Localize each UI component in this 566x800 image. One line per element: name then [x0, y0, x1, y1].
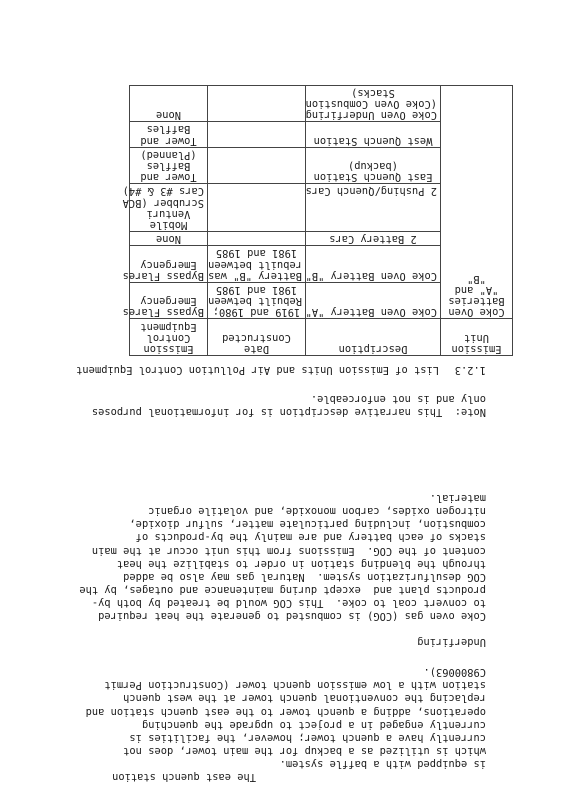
date-cell: 1919 and 1980; Rebuilt between 1981 and 1985 — [208, 282, 306, 319]
description-cell: 2 Battery Cars — [306, 231, 441, 245]
text-line: COG desulfurization system. Natural gas may also be added — [123, 570, 486, 583]
text-line: Note: This narrative description is for informational purposes — [91, 406, 486, 418]
narrative-quench-paragraph — [85, 665, 486, 783]
text-line: which is utilized as a backup for the main tower, does not — [123, 744, 486, 757]
text-line: material. — [429, 492, 486, 505]
description-cell: Coke Oven Underfiring (Coke Oven Combustion Stacks) — [306, 85, 441, 122]
description-cell: Coke Oven Battery "B" — [306, 246, 441, 283]
header-date-constructed: Date Constructed — [208, 319, 306, 356]
control-cell: None — [130, 231, 208, 245]
text-line: currently have a quench tower; however, the facilities is — [129, 731, 486, 744]
text-line: stacks of each battery and are mainly the by-products of — [135, 531, 486, 544]
control-cell: Bypass Flares Emergency — [130, 282, 208, 319]
section-title: List of Emission Units and Air Pollution Control Equipment — [76, 364, 439, 376]
date-cell — [208, 147, 306, 184]
text-line: only and is not enforceable. — [310, 392, 486, 405]
header-control-equipment: Emission Control Equipment — [130, 319, 208, 356]
description-cell: West Quench Station — [306, 122, 441, 147]
text-line: through the blending station in order to stabilize the heat — [116, 557, 486, 570]
control-cell: Tower and Baffles — [130, 122, 208, 147]
section-heading — [76, 363, 486, 376]
text-line: to convert coal to coke. This COG would be treated by both by- — [91, 596, 486, 609]
text-line: content of the COG. Emissions from this unit occur at the main — [91, 544, 486, 557]
text-line: combustion, including particulate matter, sulfur dioxide, — [129, 518, 486, 531]
text-line: The east quench station — [112, 771, 256, 783]
text-line: products plant and except during maintenance and outages, by the — [79, 583, 486, 596]
control-cell: Mobile Venturi Scrubber (BCA Cars #3 & #4) — [130, 184, 208, 232]
table-row — [130, 282, 513, 319]
description-cell: East Quench Station (backup) — [306, 147, 441, 184]
date-cell — [208, 184, 306, 232]
text-line: replacing the conventional quench tower at the west quench — [123, 692, 486, 705]
text-line: Coke oven gas (COG) is combusted to generate the heat required — [98, 610, 486, 622]
description-cell: Coke Oven Battery "A" — [306, 282, 441, 319]
date-cell — [208, 85, 306, 122]
heading-underfiring: Underfiring — [417, 636, 486, 648]
description-cell: 2 Pushing/Quench Cars — [306, 184, 441, 232]
section-number: 1.2.3 — [454, 364, 486, 376]
text-line: is equipped with a baffle system. — [279, 757, 486, 770]
emission-unit-cell: Coke Oven Batteries "A" and "B" — [441, 85, 513, 319]
text-line: nitrogen oxides, carbon monoxide, and volatile organic — [148, 505, 486, 518]
narrative-underfiring-paragraph — [79, 491, 486, 622]
date-cell — [208, 122, 306, 147]
table-header-row — [130, 319, 513, 356]
control-cell: Tower and Baffles (Planned) — [130, 147, 208, 184]
text-line: currently engaged in a project to upgrade the quenching — [141, 718, 486, 731]
text-line: operations, adding a quench tower to the east quench station and — [85, 705, 486, 718]
control-cell: None — [130, 85, 208, 122]
header-description: Description — [306, 319, 441, 356]
date-cell — [208, 231, 306, 245]
text-line: station with a low emission quench tower (Construction Permit — [104, 679, 486, 692]
date-cell: Battery "B" was rebuilt between 1981 and 1985 — [208, 246, 306, 283]
text-line: C9800063). — [423, 666, 486, 679]
emission-units-table — [122, 85, 513, 356]
note-disclaimer — [91, 392, 486, 418]
control-cell: Bypass Flares Emergency — [130, 246, 208, 283]
header-emission-unit: Emission Unit — [441, 319, 513, 356]
